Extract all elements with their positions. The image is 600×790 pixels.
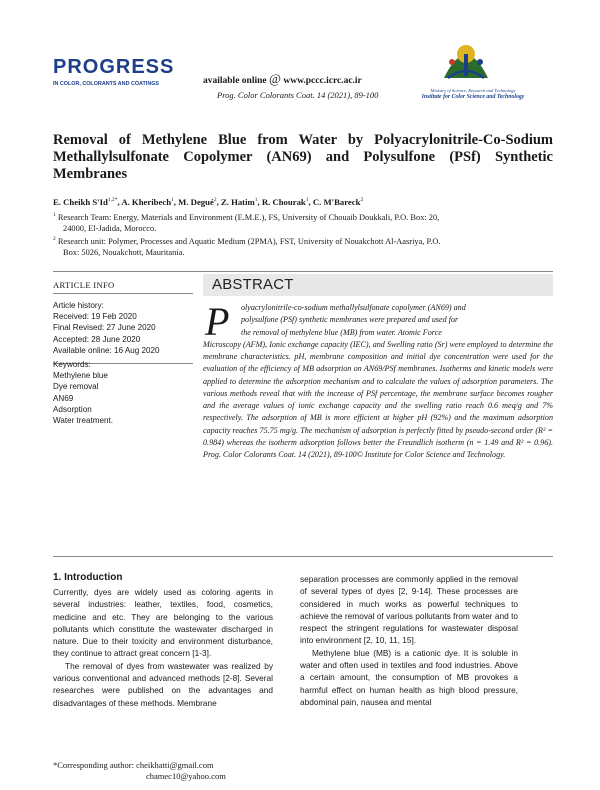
affiliation: $^1$ Research Team: Energy, Materials and Environment (E.M.E.), FS, University of Chouaib Doukkali, P.O. Box: 20, 24000, El-Jadida, Morocco. [53,212,440,233]
keyword: Methylene blue [53,371,108,381]
body-column-left [53,586,273,709]
abstract-line: polysulfone (PSf) synthetic membranes were prepared and used for [241,315,459,325]
author: C. M'Bareck$^2$ [312,197,364,207]
abstract-dropcap: P [205,299,230,344]
section-heading: 1. Introduction [53,572,123,583]
paragraph: Methylene blue (MB) is a cationic dye. It is soluble in water and often used in textiles and food industries. Above a certain amount, the consumption of MB provokes a harmful effect on human health as high blood pressure, abdominal pain, nausea and mental [300,647,518,707]
keyword: AN69 [53,393,74,403]
history-label: Article history: [53,301,104,310]
ministry-name: Ministry of Science, Research and Technology [430,88,516,93]
author-list: E. Cheikh $S'Id^{1,2*}$, A. Kheribech$^1$, M. Degué$^2$, Z. Hatim$^1$, R. Chourak$^1$, C. M'Bareck$^2$ [53,197,364,207]
journal-reference: Prog. Color Colorants Coat. 14 (2021), 89-100 [217,90,379,100]
availability-line [203,71,362,87]
paper-title: Removal of Methylene Blue from Water by Polyacrylonitrile-Co-Sodium Methallylsulfonate Copolymer (AN69) and Polysulfone (PSf) Synthetic Membranes [53,132,553,182]
keyword: Adsorption [53,404,92,414]
divider [53,556,553,557]
paragraph: The removal of dyes from wastewater was realized by various conventional and advanced methods [2-8]. Several researches were published on the advantages and disadvantages of these methods. Membrane [53,660,273,708]
accepted-date: Accepted: 28 June 2020 [53,334,141,344]
divider [53,271,553,272]
journal-website-link[interactable]: www.pccc.icrc.ac.ir [283,76,362,86]
body-column-right [300,573,518,708]
author: E. Cheikh $S'Id^{1,2*}$ [53,197,118,207]
paragraph: Currently, dyes are widely used as coloring agents in several industries: leather, textiles, food, cosmetics, medicine and etc. They are belonging to the various pollutants which constitute the wastewater discharged in nature. Due to their toxicity and environment disturbance, they continue to attract great concern [1-3]. [53,587,273,659]
article-info [53,300,213,426]
keywords-label: Keywords: [53,360,91,370]
journal-logo-subtitle: IN COLOR, COLORANTS AND COATINGS [53,81,160,87]
institute-logo-icon [440,38,492,82]
journal-logo [53,56,175,96]
corresponding-author: *Corresponding author: cheikhatti@gmail.com [53,760,214,770]
keyword: Water treatment. [53,416,113,426]
online-date: Available online: 16 Aug 2020 [53,345,160,355]
abstract-line: the removal of methylene blue (MB) from water. Atomic Force [241,327,442,337]
keyword: Dye removal [53,382,99,392]
author: Z. Hatim$^1$ [220,197,258,207]
article-info-heading: ARTICLE INFO [53,280,115,290]
abstract-line: olyacrylonitrile-co-sodium methallylsulfonate copolymer (AN69) and [241,303,466,312]
revised-date: Final Revised: 27 June 2020 [53,323,156,333]
divider [53,293,193,294]
received-date: Received: 19 Feb 2020 [53,312,137,322]
author: R. Chourak$^1$ [261,197,309,207]
abstract-heading: ABSTRACT [212,276,294,293]
affiliation: $^2$ Research unit: Polymer, Processes and Aquatic Medium (2PMA), FST, University of Nouakchott Al-Aasriya, P.O. Box: 5026, Nouakchott, Mauritania. [53,236,441,257]
abstract-text [203,299,553,461]
secondary-email-link[interactable]: chamec10@yahoo.com [146,771,226,781]
at-icon: @ [268,71,281,86]
institute-name [418,87,528,101]
paragraph: separation processes are commonly applied in the removal of several types of dyes [2, 9-14]. These processes are considered in much works as powerful techniques to achieve the removal of various pollutants from water and to respect the stringent regulations for wastewater disposal into environment [2, 10, 11, 15]. [300,574,518,646]
abstract-body: Microscopy (AFM), Ionic exchange capacity (IEC), and Swelling ratio (Sr) were employed to determine the membrane characteristics. pH, membrane composition and initial dye concentration were used for the evaluation of the efficiency of MB adsorption on AN69/PSf membranes. Isotherms and kinetic models were applied to determine the adsorption mechanism and to calculate the values of adsorption parameters. The various methods reveal that with the increase of PSf percentage, the membrane surface becomes rougher and the average values of ionic exchange capacity and the swelling ratio reach 0.6 meq/g and 7% respectively. The adsorption of MB is more efficient at higher pH (92%) and the maximum adsorption capacity reaches 75.75 mg/g. The mechanism of adsorption is perfectly fitted by pseudo-second order (R² = 0.984) whereas the isotherm adsorption follows better the Freundlich isotherm (n = 1.49 and R² = 0.96). Prog. Color Colorants Coat. 14 (2021), 89-100© Institute for Color Science and Technology. [203,339,553,459]
author: A. Kheribech$^1$ [121,197,174,207]
institute-title: Institute for Color Science and Technology [421,94,525,100]
email-link[interactable]: cheikhatti@gmail.com [136,760,214,770]
journal-logo-text: PROGRESS [53,56,175,78]
available-label: available online [203,76,267,86]
author: M. Degué$^2$ [178,197,217,207]
